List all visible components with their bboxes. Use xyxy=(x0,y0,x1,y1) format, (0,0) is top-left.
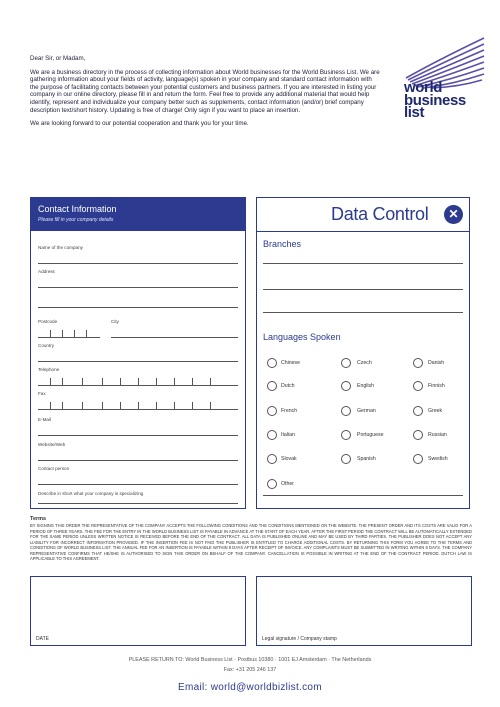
fax-field[interactable] xyxy=(38,409,238,410)
email-field[interactable] xyxy=(38,435,238,436)
postcode-divider xyxy=(62,330,63,337)
fax-digit-divider xyxy=(174,402,175,409)
language-radio-danish[interactable] xyxy=(413,358,423,368)
footer-email: Email: world@worldbizlist.com xyxy=(178,682,322,693)
phone-digit-divider xyxy=(82,378,83,385)
fax-digit-divider xyxy=(192,402,193,409)
language-radio-greek[interactable] xyxy=(413,406,423,416)
language-radio-czech[interactable] xyxy=(341,358,351,368)
language-radio-italian[interactable] xyxy=(267,430,277,440)
fax-digit-divider xyxy=(210,402,211,409)
phone-digit-divider xyxy=(120,378,121,385)
city-field[interactable] xyxy=(111,337,238,338)
phone-digit-divider xyxy=(156,378,157,385)
footer-fax: Fax: +31 205 246 137 xyxy=(223,667,277,673)
website-label: Website/Web xyxy=(38,442,66,447)
logo-line-list: list xyxy=(404,104,425,121)
phone-digit-divider xyxy=(50,378,51,385)
letter-paragraph-2: We are looking forward to our potential cooperation and thank you for your time. xyxy=(30,120,249,128)
company-name-label: Name of the company xyxy=(38,245,83,250)
language-radio-russian[interactable] xyxy=(413,430,423,440)
language-radio-finnish[interactable] xyxy=(413,381,423,391)
address-field-1[interactable] xyxy=(38,287,238,288)
language-label-finnish: Finnish xyxy=(428,383,445,389)
language-label-greek: Greek xyxy=(428,408,443,414)
data-control-title: Data Control xyxy=(331,204,429,224)
intro-letter xyxy=(30,55,382,134)
postcode-divider xyxy=(86,330,87,337)
phone-digit-divider xyxy=(102,378,103,385)
data-control-header xyxy=(257,198,469,232)
branches-field-2[interactable] xyxy=(263,289,463,290)
phone-digit-divider xyxy=(174,378,175,385)
fax-digit-divider xyxy=(156,402,157,409)
other-language-field[interactable] xyxy=(263,495,463,496)
language-radio-spanish[interactable] xyxy=(341,454,351,464)
logo-wordmark xyxy=(404,79,466,121)
language-radio-portuguese[interactable] xyxy=(341,430,351,440)
logo-line-world: world xyxy=(404,79,442,96)
description-field[interactable] xyxy=(38,503,238,504)
language-radio-french[interactable] xyxy=(267,406,277,416)
language-label-slovak: Slovak xyxy=(281,456,297,462)
postcode-field[interactable] xyxy=(38,337,100,338)
language-radio-dutch[interactable] xyxy=(267,381,277,391)
contact-person-field[interactable] xyxy=(38,484,238,485)
contact-person-label: Contact person xyxy=(38,466,70,471)
letter-greeting: Dear Sir, or Madam, xyxy=(30,55,86,62)
address-label: Address xyxy=(38,269,55,274)
email-label: E-Mail xyxy=(38,417,52,422)
language-label-russian: Russian xyxy=(428,432,447,438)
language-label-german: German xyxy=(357,408,376,414)
phone-digit-divider xyxy=(62,378,63,385)
country-label: Country xyxy=(38,343,55,348)
language-label-spanish: Spanish xyxy=(357,456,376,462)
language-label-chinese: Chinese xyxy=(281,360,301,366)
date-label: DATE xyxy=(36,636,49,642)
fax-digit-divider xyxy=(120,402,121,409)
phone-digit-divider xyxy=(210,378,211,385)
terms-title: Terms xyxy=(30,516,47,522)
language-label-portuguese: Portuguese xyxy=(357,432,384,438)
branches-field-3[interactable] xyxy=(263,312,463,313)
footer-return-address: PLEASE RETURN TO: World Business List · Postbus 10380 · 1001 EJ Amsterdam · The Netherlands xyxy=(128,657,372,663)
signature-label: Legal signature / Company stamp xyxy=(262,636,337,642)
telephone-field[interactable] xyxy=(38,385,238,386)
language-label-italian: Italian xyxy=(281,432,295,438)
postcode-label: Postcode xyxy=(38,319,58,324)
phone-digit-divider xyxy=(138,378,139,385)
fax-label: Fax xyxy=(38,391,46,396)
contact-subtitle: Please fill in your company details xyxy=(38,217,114,223)
languages-title: Languages Spoken xyxy=(263,332,341,342)
language-label-czech: Czech xyxy=(357,360,372,366)
language-label-dutch: Dutch xyxy=(281,383,295,389)
data-control-panel xyxy=(256,197,470,509)
city-label: City xyxy=(111,319,119,324)
language-radio-chinese[interactable] xyxy=(267,358,277,368)
close-icon: ✕ xyxy=(444,205,463,224)
telephone-label: Telephone xyxy=(38,367,60,372)
language-label-french: French xyxy=(281,408,298,414)
fax-digit-divider xyxy=(50,402,51,409)
website-field[interactable] xyxy=(38,460,238,461)
company-name-field[interactable] xyxy=(38,263,238,264)
language-radio-english[interactable] xyxy=(341,381,351,391)
date-box[interactable] xyxy=(30,576,246,646)
language-radio-slovak[interactable] xyxy=(267,454,277,464)
terms-body: BY SIGNING THIS ORDER THE REPRESENTATIVE OF THE COMPANY ACCEPTS THE FOLLOWING CONDITIONS AND THE CONDITIONS MENTIONED ON THE WEBSITE. THE PRESENT ORDER AND ITS COSTS ARE VALID FOR A PERIOD OF THREE YEARS. THE FEE FOR THE ENTRY IN THE WORLD BUSINESS LIST IS PAYABLE IN ADVANCE AT THE START OF EACH YEAR. AFTER THE FIRST PERIOD THE CONTRACT WILL BE AUTOMATICALLY EXTENDED FOR THE SAME PERIOD UNLESS WRITTEN NOTICE IS RECEIVED BEFORE THE END OF THE CONTRACT. ALL DATA IS PUBLISHED ONLINE AND MAY BE USED BY THIRD PARTIES. THE PUBLISHER DOES NOT ACCEPT ANY LIABILITY FOR INCORRECT INFORMATION PROVIDED. IF THE INSERTION FEE IS NOT PAID THE PUBLISHER IS ENTITLED TO CHARGE ADDITIONAL COSTS. BY RETURNING THIS FORM YOU AGREE TO THE TERMS AND CONDITIONS OF WORLD BUSINESS LIST. THE ANNUAL FEE FOR AN INSERTION IS PAYABLE WITHIN 8 DAYS AFTER RECEIPT OF INVOICE. ANY COMPLAINTS MUST BE SUBMITTED IN WRITING WITHIN 8 DAYS. THE COMPANY REPRESENTATIVE CONFIRMS THAT HE/SHE IS AUTHORISED TO SIGN THIS ORDER ON BEHALF OF THE COMPANY. CANCELLATION IS POSSIBLE IN WRITING AT THE END OF THE CONTRACT PERIOD. DUTCH LAW IS APPLICABLE TO THIS AGREEMENT. xyxy=(30,523,472,561)
language-radio-other[interactable] xyxy=(267,479,277,489)
language-label-other: Other xyxy=(281,481,294,487)
fax-digit-divider xyxy=(82,402,83,409)
language-label-danish: Danish xyxy=(428,360,445,366)
branches-title: Branches xyxy=(263,239,302,249)
language-radio-swedish[interactable] xyxy=(413,454,423,464)
fax-digit-divider xyxy=(102,402,103,409)
fax-digit-divider xyxy=(62,402,63,409)
country-field[interactable] xyxy=(38,361,238,362)
contact-information-panel xyxy=(30,197,246,509)
fax-digit-divider xyxy=(138,402,139,409)
description-label: Describe in short what your company is specializing xyxy=(38,491,144,496)
letter-paragraph-1: We are a business directory in the process of collecting information about World businesses for the World Business List. We are gathering information about your fields of activity, language(s) spoken in your company and standard contact information with the purpose of facilitating contacts between your potential customers and business partners. If you are interested in listing your company in our online directory, please fill in and return the form. Feel free to provide any additional material that would help identify, represent and individualize your company better such as supplements, contact information (and/or) brief company description text/short history. Updating is free of charge! Only sign if you want to place an insertion. xyxy=(30,68,380,114)
phone-digit-divider xyxy=(192,378,193,385)
language-label-english: English xyxy=(357,383,375,389)
postcode-divider xyxy=(50,330,51,337)
branches-field-1[interactable] xyxy=(263,263,463,264)
contact-header xyxy=(31,198,245,231)
postcode-divider xyxy=(74,330,75,337)
logo-line-business: business xyxy=(404,91,466,109)
language-label-swedish: Swedish xyxy=(428,456,448,462)
address-field-2[interactable] xyxy=(38,307,238,308)
language-radio-german[interactable] xyxy=(341,406,351,416)
contact-title: Contact Information xyxy=(38,204,117,214)
signature-box[interactable] xyxy=(256,576,472,646)
